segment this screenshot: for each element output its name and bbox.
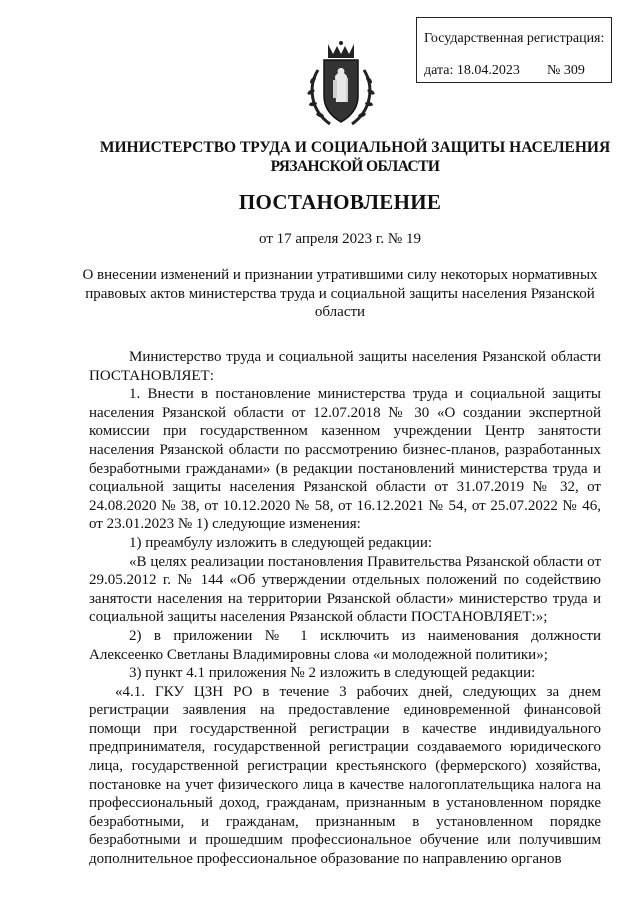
registration-title: Государственная регистрация: (424, 31, 605, 46)
registration-stamp (416, 17, 612, 83)
paragraph-preamble: Министерство труда и социальной защиты населения Рязанской области ПОСТАНОВЛЯЕТ: (89, 349, 601, 384)
ministry-name-line1: МИНИСТЕРСТВО ТРУДА И СОЦИАЛЬНОЙ ЗАЩИТЫ НАСЕЛЕНИЯ (99, 139, 611, 156)
document-body (89, 348, 601, 869)
registration-number: № 309 (547, 63, 585, 78)
document-subject: О внесении изменений и признании утратившими силу некоторых нормативных правовых актов министерства труда и социальной защиты населения Рязанской области (82, 267, 598, 320)
ministry-name-line2: РЯЗАНСКОЙ ОБЛАСТИ (270, 158, 440, 175)
registration-date: дата: 18.04.2023 (424, 63, 520, 78)
document-type: ПОСТАНОВЛЕНИЕ (238, 190, 442, 214)
document-date-number: от 17 апреля 2023 г. № 19 (259, 231, 421, 247)
paragraph-subitem-2: 2) в приложении № 1 исключить из наименования должности Алексеенко Светланы Владимировны слова «и молодежной политики»; (89, 627, 601, 663)
paragraph-item-1: 1. Внести в постановление министерства труда и социальной защиты населения Рязанской области от 12.07.2018 № 30 «О создании экспертной комиссии при государственном казенном учреждении Центр занятости населения Рязанской области по рассмотрению бизнес-планов, разработанных безработными гражданами» (в редакции постановлений министерства труда и социальной защиты населения Рязанской области от 31.07.2019 № 32, от 24.08.2020 № 38, от 10.12.2020 № 58, от 16.12.2021 № 54, от 25.07.2022 № 46, от 23.01.2023 № 1) следующие изменения: (89, 386, 601, 533)
paragraph-preamble-text: «В целях реализации постановления Правительства Рязанской области от 29.05.2012 г. № 144 «Об утверждении отдельных положений по содействию занятости населения на территории Рязанской области» министерство труда и социальной защиты населения Рязанской области ПОСТАНОВЛЯЕТ:»; (89, 553, 601, 626)
ryazan-coat-of-arms-icon (300, 40, 382, 130)
paragraph-clause-4-1: «4.1. ГКУ ЦЗН РО в течение 3 рабочих дней, следующих за днем регистрации заявления на предоставление единовременной финансовой помощи при государственной регистрации в качестве индивидуального предпринимателя, государственной регистрации создаваемого юридического лица, государственной регистрации крестьянского (фермерского) хозяйства, постановке на учет физического лица в качестве налогоплательщика налога на профессиональный доход, гражданам, признанным в установленном порядке безработными, и гражданам, признанным в установленном порядке безработными и прошедшим профессиональное обучение или получившим дополнительное профессиональное образование по направлению органов (89, 683, 601, 868)
paragraph-subitem-1: 1) преамбулу изложить в следующей редакции: (129, 534, 433, 551)
paragraph-subitem-3: 3) пункт 4.1 приложения № 2 изложить в следующей редакции: (129, 665, 536, 682)
